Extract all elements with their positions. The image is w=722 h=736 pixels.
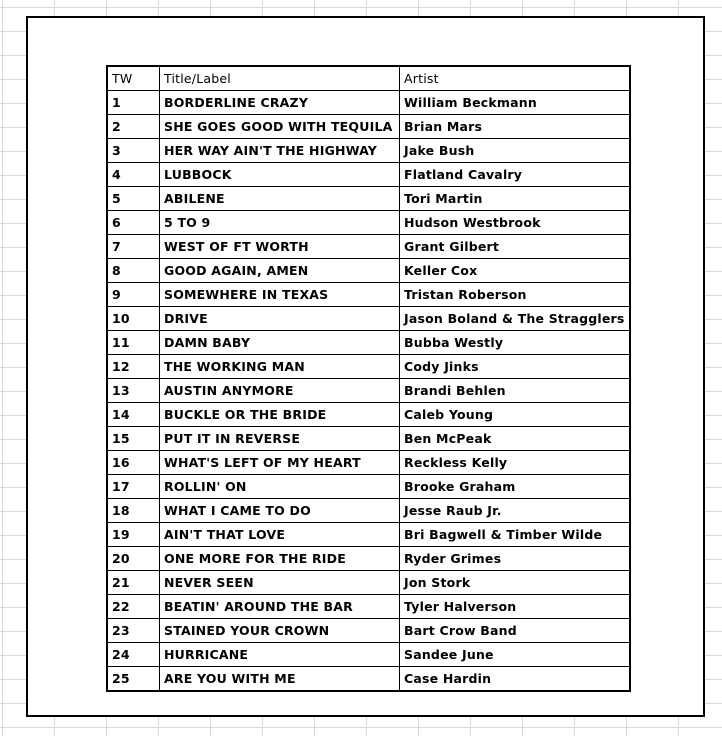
- header-title: Title/Label: [160, 66, 400, 91]
- title-cell: STAINED YOUR CROWN: [160, 619, 400, 643]
- table-row: [107, 475, 630, 499]
- rank-cell: 24: [107, 643, 160, 667]
- rank-cell: 16: [107, 451, 160, 475]
- rank-cell: 1: [107, 91, 160, 115]
- header-artist: Artist: [400, 66, 630, 91]
- rank-cell: 22: [107, 595, 160, 619]
- header-tw: TW: [107, 66, 160, 91]
- table-row: [107, 643, 630, 667]
- rank-cell: 6: [107, 211, 160, 235]
- artist-cell: Reckless Kelly: [400, 451, 630, 475]
- table-row: [107, 427, 630, 451]
- title-cell: AUSTIN ANYMORE: [160, 379, 400, 403]
- artist-cell: Jon Stork: [400, 571, 630, 595]
- chart-body: [107, 91, 630, 692]
- artist-cell: Jake Bush: [400, 139, 630, 163]
- title-cell: NEVER SEEN: [160, 571, 400, 595]
- title-cell: BUCKLE OR THE BRIDE: [160, 403, 400, 427]
- artist-cell: Jason Boland & The Stragglers: [400, 307, 630, 331]
- table-row: [107, 547, 630, 571]
- title-cell: SHE GOES GOOD WITH TEQUILA: [160, 115, 400, 139]
- header-row: [107, 66, 630, 91]
- title-cell: BEATIN' AROUND THE BAR: [160, 595, 400, 619]
- artist-cell: Cody Jinks: [400, 355, 630, 379]
- rank-cell: 25: [107, 667, 160, 692]
- artist-cell: Tyler Halverson: [400, 595, 630, 619]
- artist-cell: Brian Mars: [400, 115, 630, 139]
- title-cell: THE WORKING MAN: [160, 355, 400, 379]
- rank-cell: 20: [107, 547, 160, 571]
- title-cell: DRIVE: [160, 307, 400, 331]
- rank-cell: 3: [107, 139, 160, 163]
- table-row: [107, 355, 630, 379]
- rank-cell: 19: [107, 523, 160, 547]
- title-cell: 5 TO 9: [160, 211, 400, 235]
- table-row: [107, 91, 630, 115]
- artist-cell: Ben McPeak: [400, 427, 630, 451]
- title-cell: WHAT'S LEFT OF MY HEART: [160, 451, 400, 475]
- artist-cell: Tori Martin: [400, 187, 630, 211]
- rank-cell: 9: [107, 283, 160, 307]
- artist-cell: Brooke Graham: [400, 475, 630, 499]
- table-row: [107, 667, 630, 692]
- table-row: [107, 187, 630, 211]
- rank-cell: 11: [107, 331, 160, 355]
- table-row: [107, 523, 630, 547]
- rank-cell: 7: [107, 235, 160, 259]
- artist-cell: Tristan Roberson: [400, 283, 630, 307]
- rank-cell: 17: [107, 475, 160, 499]
- title-cell: PUT IT IN REVERSE: [160, 427, 400, 451]
- artist-cell: Keller Cox: [400, 259, 630, 283]
- title-cell: HURRICANE: [160, 643, 400, 667]
- title-cell: ARE YOU WITH ME: [160, 667, 400, 692]
- table-row: [107, 235, 630, 259]
- table-row: [107, 283, 630, 307]
- artist-cell: Brandi Behlen: [400, 379, 630, 403]
- table-row: [107, 211, 630, 235]
- rank-cell: 13: [107, 379, 160, 403]
- title-cell: SOMEWHERE IN TEXAS: [160, 283, 400, 307]
- title-cell: LUBBOCK: [160, 163, 400, 187]
- table-row: [107, 259, 630, 283]
- table-row: [107, 115, 630, 139]
- title-cell: WEST OF FT WORTH: [160, 235, 400, 259]
- title-cell: ONE MORE FOR THE RIDE: [160, 547, 400, 571]
- artist-cell: Caleb Young: [400, 403, 630, 427]
- rank-cell: 12: [107, 355, 160, 379]
- table-row: [107, 595, 630, 619]
- artist-cell: William Beckmann: [400, 91, 630, 115]
- rank-cell: 10: [107, 307, 160, 331]
- artist-cell: Bubba Westly: [400, 331, 630, 355]
- rank-cell: 21: [107, 571, 160, 595]
- table-row: [107, 619, 630, 643]
- title-cell: ROLLIN' ON: [160, 475, 400, 499]
- artist-cell: Jesse Raub Jr.: [400, 499, 630, 523]
- rank-cell: 2: [107, 115, 160, 139]
- artist-cell: Flatland Cavalry: [400, 163, 630, 187]
- title-cell: DAMN BABY: [160, 331, 400, 355]
- rank-cell: 23: [107, 619, 160, 643]
- artist-cell: Hudson Westbrook: [400, 211, 630, 235]
- table-row: [107, 163, 630, 187]
- title-cell: ABILENE: [160, 187, 400, 211]
- table-row: [107, 499, 630, 523]
- artist-cell: Case Hardin: [400, 667, 630, 692]
- table-row: [107, 571, 630, 595]
- rank-cell: 5: [107, 187, 160, 211]
- rank-cell: 8: [107, 259, 160, 283]
- title-cell: GOOD AGAIN, AMEN: [160, 259, 400, 283]
- table-row: [107, 403, 630, 427]
- title-cell: AIN'T THAT LOVE: [160, 523, 400, 547]
- title-cell: BORDERLINE CRAZY: [160, 91, 400, 115]
- title-cell: HER WAY AIN'T THE HIGHWAY: [160, 139, 400, 163]
- artist-cell: Sandee June: [400, 643, 630, 667]
- artist-cell: Bart Crow Band: [400, 619, 630, 643]
- table-row: [107, 139, 630, 163]
- artist-cell: Grant Gilbert: [400, 235, 630, 259]
- artist-cell: Bri Bagwell & Timber Wilde: [400, 523, 630, 547]
- title-cell: WHAT I CAME TO DO: [160, 499, 400, 523]
- table-row: [107, 307, 630, 331]
- rank-cell: 4: [107, 163, 160, 187]
- chart-table: [106, 65, 631, 692]
- rank-cell: 18: [107, 499, 160, 523]
- table-row: [107, 451, 630, 475]
- table-row: [107, 379, 630, 403]
- artist-cell: Ryder Grimes: [400, 547, 630, 571]
- rank-cell: 14: [107, 403, 160, 427]
- table-row: [107, 331, 630, 355]
- rank-cell: 15: [107, 427, 160, 451]
